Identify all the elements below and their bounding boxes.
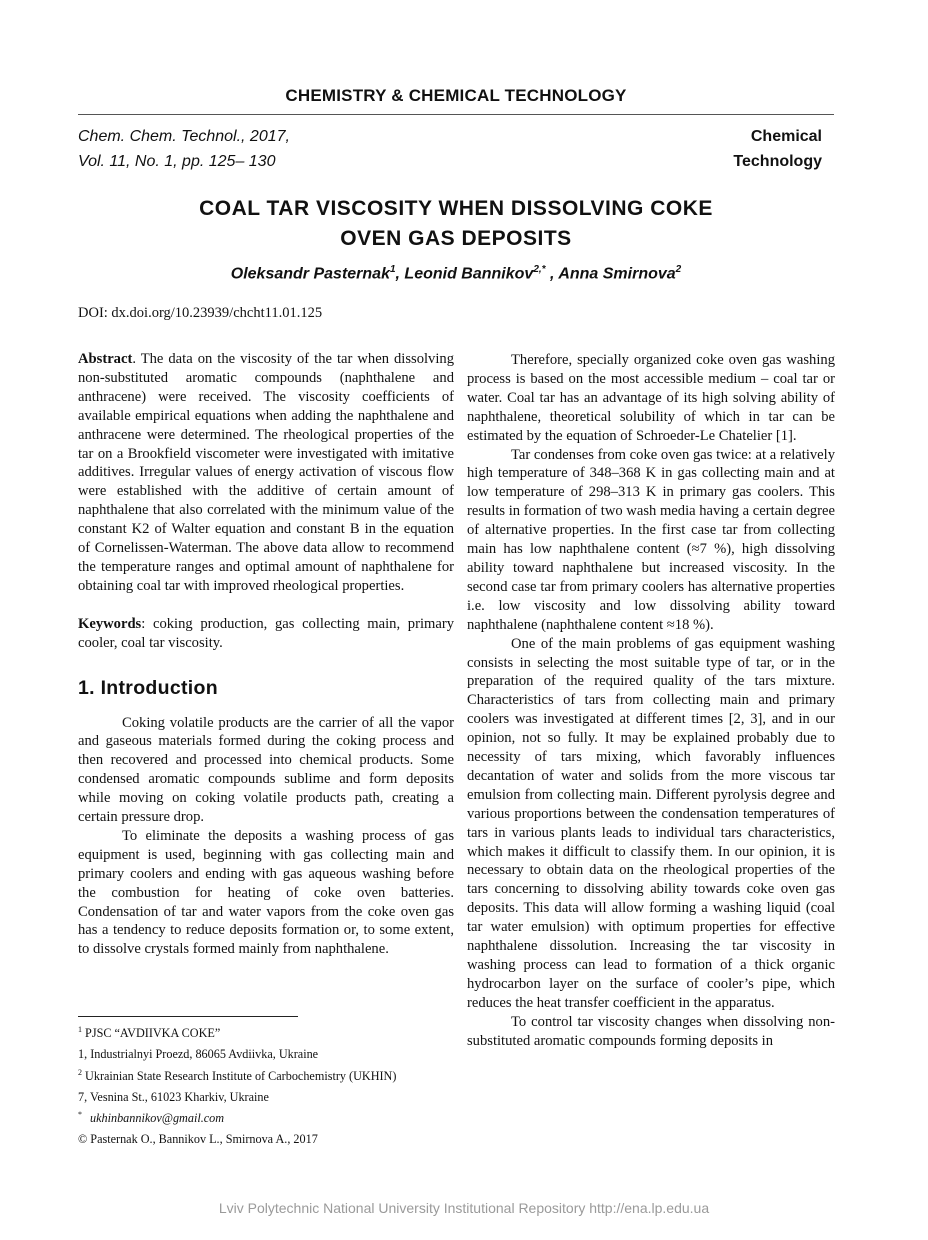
email-link[interactable]: ukhinbannikov@gmail.com [90,1111,225,1126]
keywords-text: : coking production, gas collecting main, primary cooler, coal tar viscosity. [78,615,454,651]
abstract-text: . The data on the viscosity of the tar when dissolving non-substituted aromatic compounds (naphthalene and anthracene) were received. The viscosity coefficients of available empirical equations when adding the naphthalene and anthracene were determined. The rheological properties of the tar on a Brookfield viscometer were investigated with imitative additives. Irregular values of energy activation of viscous flow were established with the additive of certain amount of naphthalene that also correlated with the minimum value of the constant K2 of Walter equation and constant B in the equation of Cornelissen-Waterman. The above data allow to recommend the temperature ranges and optimal amount of naphthalene for obtaining coal tar with improved rheological properties. [78,351,454,594]
footnote-text: 1, Industrialnyi Proezd, 86065 Avdiivka, Ukraine [78,1047,319,1062]
section-heading-introduction: 1. Introduction [78,676,218,699]
footnote-address-1 [78,1042,396,1063]
author-affiliation: 2,* [533,264,546,275]
citation-line-2: Vol. 11, No. 1, pp. 125– 130 [78,153,276,170]
journal-header: CHEMISTRY & CHEMICAL TECHNOLOGY [285,86,627,105]
header-rule [78,114,834,115]
right-column [467,351,835,1051]
left-column [78,350,454,959]
keywords-label: Keywords [78,615,142,632]
abstract [78,350,454,596]
author-affiliation: 2 [675,264,682,275]
author-affiliation: 1 [389,264,396,275]
body-paragraph: To control tar viscosity changes when dissolving non-substituted aromatic compounds forming deposits in [467,1013,835,1049]
journal-brand [733,124,822,174]
footnote-affiliation-1 [78,1021,396,1042]
footnotes [78,1021,396,1149]
body-paragraph: Tar condenses from coke oven gas twice: at a relatively high temperature of 348–368 K in gas collecting main and at low temperature of 298–313 K in primary gas coolers. This results in formation of two wash media having a certain degree of alternative properties. In the first case tar from collecting main has low naphthalene content (≈7 %), high dissolving ability toward naphthalene but increased viscosity. In the second case tar from primary coolers has alternative properties i.e. low viscosity and low dissolving ability toward naphthalene (naphthalene content ≈18 %). [467,446,835,633]
footnote-email [78,1106,396,1127]
keywords [78,615,454,653]
brand-line-2: Technology [733,153,822,170]
author-list: Oleksandr Pasternak$^1$, Leonid Bannikov$^{2,*}$ , Anna Smirnova$^2$ [230,264,682,283]
author-name: Anna Smirnova [558,265,676,283]
footnote-affiliation-2 [78,1064,396,1085]
footnote-copyright [78,1127,396,1148]
citation-line-1: Chem. Chem. Technol., 2017, [78,128,290,145]
doi-link[interactable]: DOI: dx.doi.org/10.23939/chcht11.01.125 [78,305,323,321]
article-title [78,194,834,254]
title-line-1: COAL TAR VISCOSITY WHEN DISSOLVING COKE [199,197,713,220]
footnote-marker: 1 [78,1025,82,1034]
repository-footer: Lviv Polytechnic National University Institutional Repository http://ena.lp.edu.ua [218,1200,710,1216]
footnote-rule [78,1016,298,1017]
footnote-text: © Pasternak O., Bannikov L., Smirnova A., 2017 [78,1132,318,1147]
body-paragraph: One of the main problems of gas equipment washing consists in selecting the most suitable type of tar, or in the preparation of the required quality of the tars mixture. Characteristics of tars from collecting main and primary coolers was investigated at different times [2, 3], and in our opinion, not so fully. It may be explained probably due to necessity of tars mixing, which favorably influences decantation of water and solids from the more viscous tar emulsion from collecting main. Different pyrolysis degree and various proportions between the condensation temperatures of tars in various plants leads to individual tars characteristics, which makes it difficult to classify them. In our opinion, it is necessary to obtain data on the rheological properties of the tars concerning to dissolving ability towards coke oven gas deposits. This data will allow forming a washing liquid (coal tar water emulsion) with optimum properties for effective naphthalene dissolution. Increasing the tar viscosity in washing process can lead to formation of a thick organic hydrocarbon layer on the surface of cooler’s pipe, which reduces the heat transfer coefficient in the apparatus. [467,635,835,1011]
body-paragraph: To eliminate the deposits a washing process of gas equipment is used, beginning with gas collecting main and primary coolers and ending with gas aqueous washing before the combustion for heating of coke oven batteries. Condensation of tar and water vapors from the coke oven gas has a tendency to reduce deposits formation or, to some extent, to dissolve crystals formed mainly from naphthalene. [78,827,454,958]
abstract-label: Abstract [78,351,133,367]
body-paragraph: Therefore, specially organized coke oven gas washing process is based on the most accessible medium – coal tar or water. Coal tar has an advantage of its high solving ability of naphthalene, theoretical solubility of which in tar can be estimated by the equation of Schroeder-Le Chatelier [1]. [467,352,835,444]
title-line-2: OVEN GAS DEPOSITS [340,227,572,250]
brand-line-1: Chemical [750,128,822,145]
citation [78,124,290,174]
body-paragraph: Coking volatile products are the carrier of all the vapor and gaseous materials formed during the coking process and then recovered and processed into chemical products. Some condensed aromatic compounds sublime and form deposits while moving on coking volatile products path, creating a certain pressure drop. [78,714,454,826]
author-name: Oleksandr Pasternak [230,265,390,283]
footnote-marker: 2 [78,1067,82,1077]
author-name: Leonid Bannikov [404,265,534,283]
footnote-marker: * [78,1110,82,1120]
footnote-text: 7, Vesnina St., 61023 Kharkiv, Ukraine [78,1089,269,1104]
footnote-address-2 [78,1085,396,1106]
footnote-text: PJSC “AVDIIVKA COKE” [82,1026,221,1041]
footnote-text: Ukrainian State Research Institute of Carbochemistry (UKHIN) [82,1068,397,1083]
